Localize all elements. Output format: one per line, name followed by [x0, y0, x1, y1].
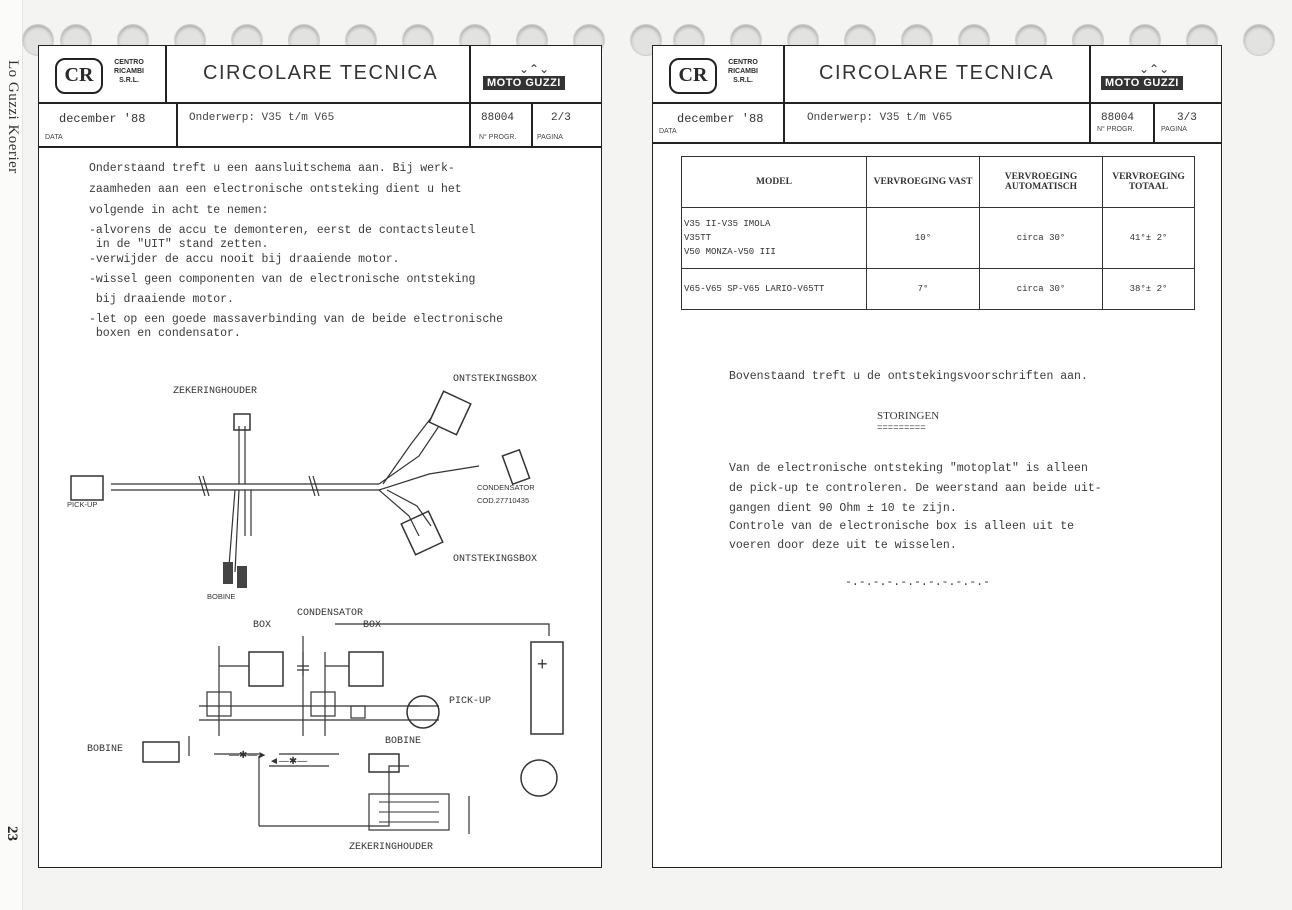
electrical-schematic [39, 606, 603, 846]
body-line: zaamheden aan een electronische ontsteking dient u het [89, 183, 462, 196]
body-line: Onderstaand treft u een aansluitschema aan. Bij werk- [89, 162, 455, 175]
storingen-underline: ========= [877, 423, 926, 433]
storingen-line: Controle van de electronische box is alleen uit te [729, 520, 1075, 533]
centro-ricambi-logo: CR [669, 58, 717, 94]
column-header: VERVROEGING AUTOMATISCH [980, 157, 1103, 208]
harness-label-zekeringhouder: ZEKERINGHOUDER [173, 386, 258, 397]
pick-up-connector-shape [71, 476, 103, 500]
progr-number: 88004 [1101, 112, 1135, 124]
column-header: VERVROEGING VAST [867, 157, 980, 208]
model-cell [682, 208, 867, 269]
harness-label-pick-up: PICK-UP [67, 500, 98, 509]
page-header [653, 46, 1221, 146]
svg-text:—✱—►: —✱—► [229, 750, 268, 761]
date-value: december '88 [677, 112, 764, 126]
body-line: volgende in acht te nemen: [89, 204, 269, 217]
moto-guzzi-logo: MOTO GUZZI [483, 76, 565, 90]
body-line: bij draaiende motor. [89, 293, 234, 306]
logo-text: CENTRO RICAMBI S.R.L. [728, 59, 758, 84]
schematic-label-box-right: BOX [363, 620, 382, 631]
model-cell [682, 269, 867, 310]
bobine-right-shape [369, 754, 399, 772]
bobine-left-shape [143, 742, 179, 762]
box-right-connector [311, 692, 335, 716]
subject: Onderwerp: V35 t/m V65 [189, 112, 335, 124]
date-value: december '88 [59, 112, 146, 126]
binder-hole [1243, 24, 1275, 56]
schematic-label-box-left: BOX [253, 620, 272, 631]
body-line: -let op een goede massaverbinding van de beide electronische boxen en condensator. [89, 313, 504, 340]
spine-page-number: 23 [4, 826, 20, 841]
centro-ricambi-logo: CR [55, 58, 103, 94]
eagle-icon: ⌄⌃⌄ [1139, 62, 1170, 76]
progr-number: 88004 [481, 112, 515, 124]
pick-up-coil-shape [407, 696, 439, 728]
model-name: V65-V65 SP-V65 LARIO-V65TT [684, 284, 825, 294]
moto-guzzi-logo: MOTO GUZZI [1101, 76, 1183, 90]
page-number: 2/3 [551, 112, 571, 124]
progr-label: N° PROGR. [479, 134, 517, 141]
harness-label-condensator: CONDENSATOR [477, 483, 535, 492]
automatisch-cell: circa 30° [980, 269, 1103, 310]
page-label: PAGINA [1161, 126, 1187, 133]
table-row [682, 208, 1195, 269]
box-left-shape [249, 652, 283, 686]
schematic-label-condensator: CONDENSATOR [297, 608, 364, 619]
column-header: VERVROEGING TOTAAL [1103, 157, 1195, 208]
ignition-advance-table [681, 156, 1195, 310]
bobine-terminal-shape [237, 566, 247, 588]
model-name: V35TT [684, 233, 712, 243]
pick-up-connector [351, 706, 365, 718]
page-header [39, 46, 601, 146]
logo-text: CENTRO RICAMBI S.R.L. [114, 59, 144, 84]
intro-text: Bovenstaand treft u de ontstekingsvoorschriften aan. [729, 370, 1088, 383]
progr-label: N° PROGR. [1097, 126, 1135, 133]
ground-meter-shape [521, 760, 557, 796]
box-right-shape [349, 652, 383, 686]
right-page [652, 45, 1222, 868]
condensator-shape [502, 450, 529, 484]
harness-label-condensator-code: COD.27710435 [477, 496, 530, 505]
spine-title: Lo Guzzi Koerier [5, 60, 21, 174]
page-title: CIRCOLARE TECNICA [819, 62, 1055, 84]
schematic-label-pick-up: PICK-UP [449, 696, 492, 707]
date-label: DATA [45, 134, 63, 141]
storingen-line: gangen dient 90 Ohm ± 10 te zijn. [729, 502, 957, 515]
model-name: V50 MONZA-V50 III [684, 247, 776, 257]
binding-spine [0, 0, 23, 910]
storingen-line: de pick-up te controleren. De weerstand aan beide uit- [729, 482, 1102, 495]
totaal-cell: 41°± 2° [1103, 208, 1195, 269]
harness-label-bobine: BOBINE [207, 592, 236, 601]
end-mark: -.-.-.-.-.-.-.-.-.-.- [845, 576, 990, 589]
table-header-row [682, 157, 1195, 208]
model-name: V35 II-V35 IMOLA [684, 219, 771, 229]
bobine-terminal-shape [223, 562, 233, 584]
harness-label-ontstekingsbox-bottom: ONTSTEKINGSBOX [453, 554, 538, 565]
harness-label-ontstekingsbox-top: ONTSTEKINGSBOX [453, 374, 538, 385]
storingen-title: STORINGEN [877, 410, 940, 422]
schematic-label-bobine-left: BOBINE [87, 744, 124, 755]
page-number: 3/3 [1177, 112, 1197, 124]
ignition-box-connector-top [429, 391, 471, 434]
vast-cell: 7° [867, 269, 980, 310]
automatisch-cell: circa 30° [980, 208, 1103, 269]
column-header: MODEL [682, 157, 867, 208]
svg-text:+: + [537, 654, 548, 674]
subject: Onderwerp: V35 t/m V65 [807, 112, 953, 124]
ignition-box-connector-bottom [401, 511, 443, 554]
table-row [682, 269, 1195, 310]
storingen-line: voeren door deze uit te wisselen. [729, 539, 957, 552]
fuse-holder-shape [234, 414, 250, 430]
storingen-line: Van de electronische ontsteking "motoplat" is alleen [729, 462, 1088, 475]
date-label: DATA [659, 128, 677, 135]
eagle-icon: ⌄⌃⌄ [519, 62, 550, 76]
schematic-label-bobine-right: BOBINE [385, 736, 422, 747]
page-label: PAGINA [537, 134, 563, 141]
totaal-cell: 38°± 2° [1103, 269, 1195, 310]
vast-cell: 10° [867, 208, 980, 269]
svg-text:◄—✱—: ◄—✱— [269, 756, 308, 767]
body-line: -wissel geen componenten van de electronische ontsteking [89, 273, 476, 286]
body-line: -verwijder de accu nooit bij draaiende motor. [89, 253, 400, 266]
body-line: -alvorens de accu te demonteren, eerst de contactsleutel in de "UIT" stand zetten. [89, 224, 476, 251]
schematic-label-zekeringhouder: ZEKERINGHOUDER [349, 842, 434, 853]
left-page [38, 45, 602, 868]
page-title: CIRCOLARE TECNICA [203, 62, 439, 84]
